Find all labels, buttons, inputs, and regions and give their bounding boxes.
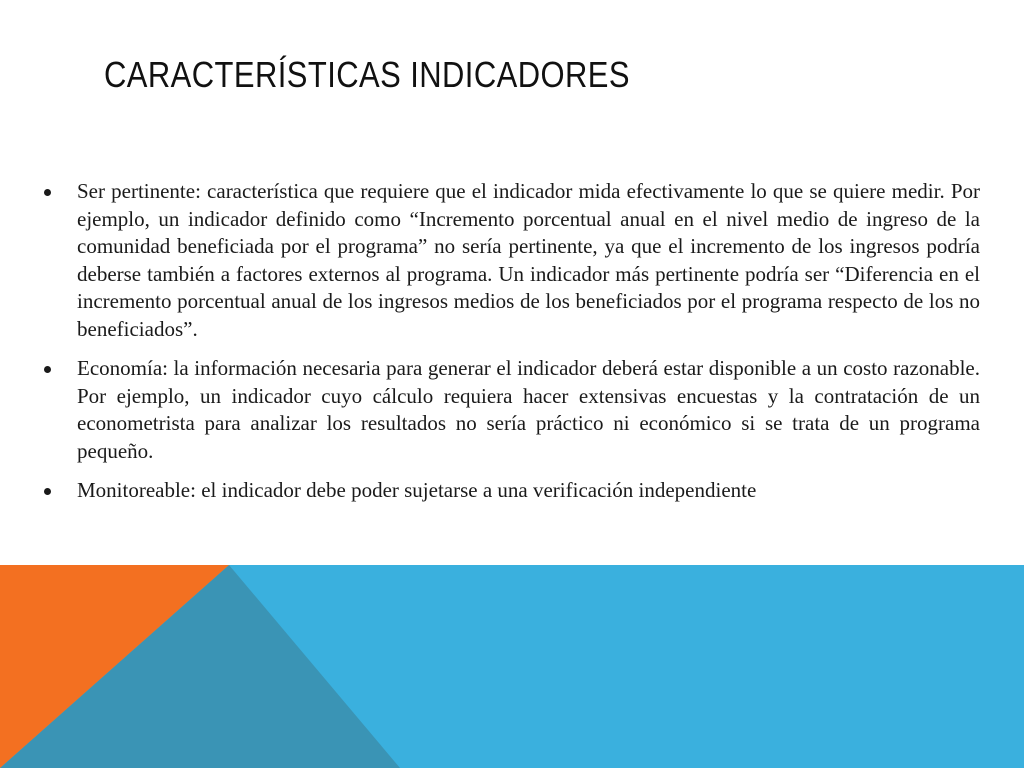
content-text-block	[40, 178, 980, 517]
bullet-icon	[44, 366, 51, 373]
bullet-item-pertinente	[40, 178, 980, 343]
decorative-footer-shapes	[0, 565, 1024, 768]
bullet-text: Economía: la información necesaria para generar el indicador deberá estar disponible a un costo razonable. Por ejemplo, un indicador cuyo cálculo requiera hacer extensivas encuestas y la contratación de un econometrista para analizar los resultados no sería práctico ni económico si se trata de un programa pequeño.	[77, 356, 980, 463]
bullet-icon	[44, 488, 51, 495]
bullet-icon	[44, 189, 51, 196]
bullet-text: Ser pertinente: característica que requiere que el indicador mida efectivamente lo que se quiere medir. Por ejemplo, un indicador definido como “Incremento porcentual anual en el nivel medio de ingreso de la comunidad beneficiada por el programa” no sería pertinente, ya que el incremento de los ingresos podría deberse también a factores externos al programa. Un indicador más pertinente podría ser “Diferencia en el incremento porcentual anual de los ingresos medios de los beneficiados por el programa respecto de los no beneficiados”.	[77, 179, 980, 341]
slide-title: CARACTERÍSTICAS INDICADORES	[104, 54, 630, 95]
bullet-text: Monitoreable: el indicador debe poder sujetarse a una verificación independiente	[77, 478, 757, 502]
bullet-item-monitoreable	[40, 477, 980, 505]
bullet-item-economia	[40, 355, 980, 465]
bullet-list	[40, 178, 980, 505]
